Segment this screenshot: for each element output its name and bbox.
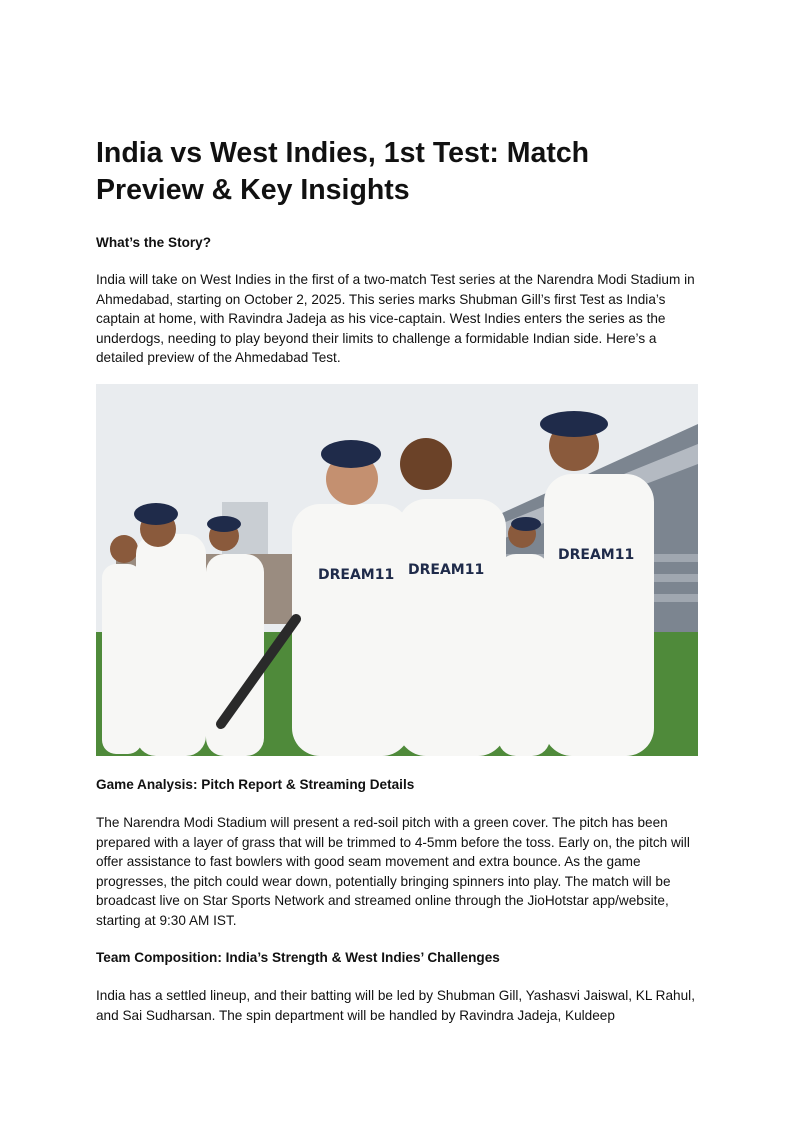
section-body-story: India will take on West Indies in the first of a two-match Test series at the Narendra Modi Stadium in Ahmedabad, starting on October 2, 2025. This series marks Shubman Gill’s first Test as India’s captain at home, with Ravindra Jadeja as his vice-captain. West Indies enters the series as the underdogs, needing to play beyond their limits to challenge a formidable Indian side. Here’s a detailed preview of the Ahmedabad Test. bbox=[96, 272, 695, 366]
section-heading-teams: Team Composition: India’s Strength & West Indies’ Challenges bbox=[96, 950, 500, 965]
section-heading-pitch: Game Analysis: Pitch Report & Streaming Details bbox=[96, 777, 415, 792]
article-title: India vs West Indies, 1st Test: Match Preview & Key Insights bbox=[96, 137, 590, 206]
section-body-pitch: The Narendra Modi Stadium will present a red-soil pitch with a green cover. The pitch has been prepared with a layer of grass that will be trimmed to 4-5mm before the toss. Early on, the pitch will offer assistance to fast bowlers with good seam movement and extra bounce. As the game progresses, the pitch could wear down, potentially bringing spinners into play. The match will be broadcast live on Star Sports Network and streamed online through the JioHotstar app/website, starting at 9:30 AM IST. bbox=[96, 815, 690, 928]
jersey-label-right: DREAM11 bbox=[558, 547, 635, 563]
team-celebration-photo bbox=[96, 384, 698, 756]
jersey-label-left: DREAM11 bbox=[318, 567, 395, 583]
player-left-cap bbox=[134, 503, 206, 756]
jersey-label-centre: DREAM11 bbox=[408, 562, 485, 578]
photo-illustration bbox=[96, 384, 698, 756]
section-body-teams: India has a settled lineup, and their batting will be led by Shubman Gill, Yashasvi Jaiswal, KL Rahul, and Sai Sudharsan. The spin department will be handled by Ravindra Jadeja, Kuldeep bbox=[96, 988, 695, 1023]
section-heading-story: What’s the Story? bbox=[96, 235, 212, 250]
